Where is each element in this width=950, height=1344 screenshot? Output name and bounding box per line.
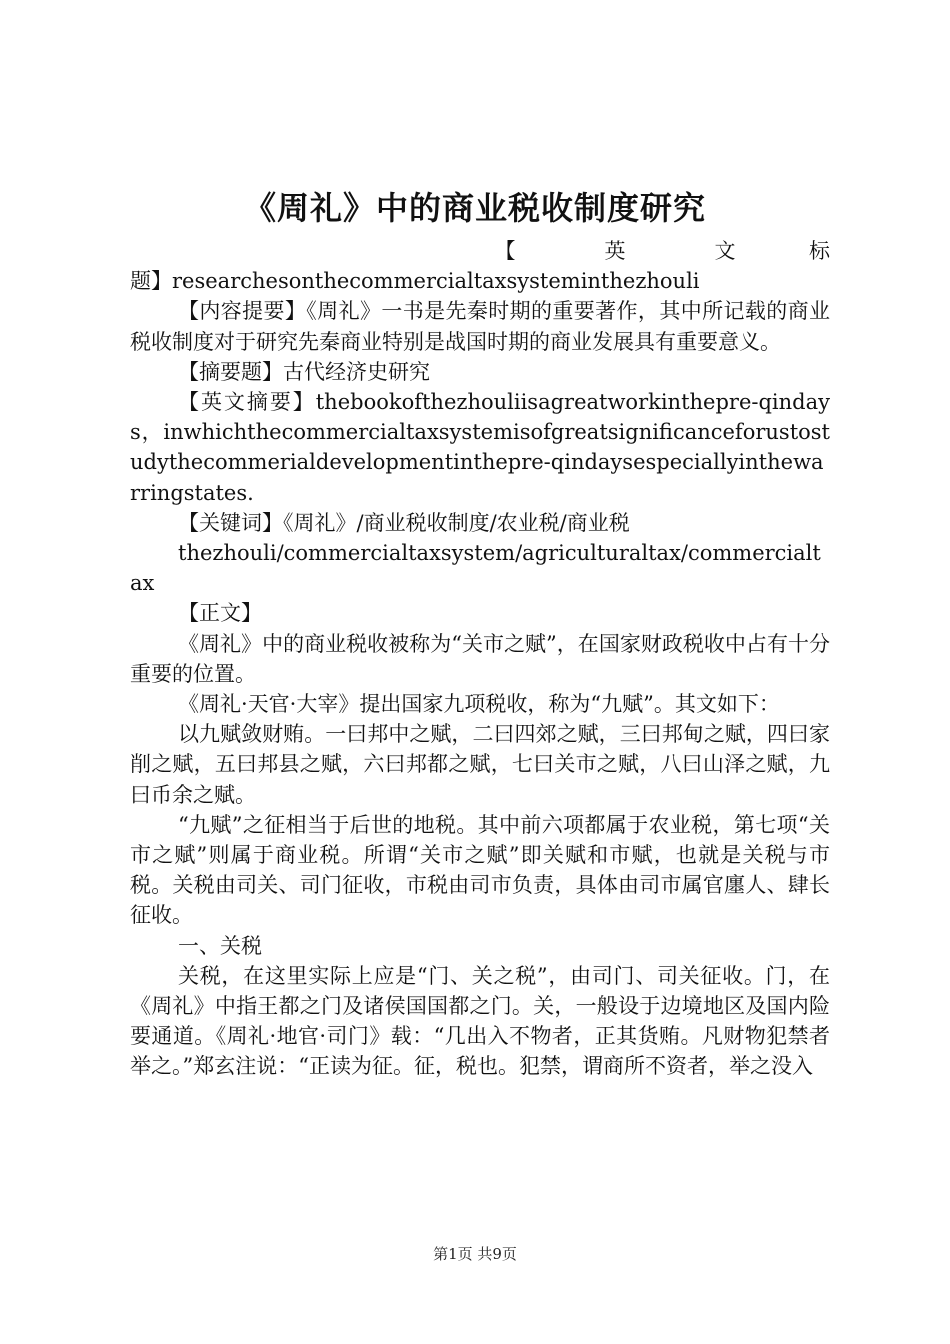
paragraph-body: 《周礼》中的商业税收被称为“关市之赋”，在国家财政税收中占有十分重要的位置。 — [130, 631, 830, 686]
paragraph-english-abstract: 【英文摘要】thebookofthezhouliisagreatworkinthepre-qindays，inwhichthecommercialtaxsystemisofgreatsignificanceforustostudythecommerialdevelopmentinthepre-qindaysespeciallyinthewarringstates. — [130, 390, 830, 505]
english-title-label-char: 文 — [714, 239, 736, 263]
english-title-value: researchesonthecommercialtaxsysteminthezhouli — [172, 269, 700, 294]
paragraph-body: 《周礼·天官·大宰》提出国家九项税收，称为“九赋”。其文如下： — [178, 692, 780, 717]
paragraph-body: “九赋”之征相当于后世的地税。其中前六项都属于农业税，第七项“关市之赋”则属于商业税。所谓“关市之赋”即关赋和市赋，也就是关税与市税。关税由司关、司门征收，市税由司市负责，具体由司市属官廛人、肆长征收。 — [130, 812, 830, 928]
paragraph-quote: 以九赋敛财贿。一曰邦中之赋，二曰四郊之赋，三曰邦甸之赋，四曰家削之赋，五曰邦县之赋，六曰邦都之赋，七曰关市之赋，八曰山泽之赋，九曰币余之赋。 — [130, 722, 830, 807]
paragraph-subject: 【摘要题】古代经济史研究 — [178, 359, 430, 384]
paragraph-main-heading: 【正文】 — [178, 601, 262, 626]
document-body — [130, 236, 830, 1082]
english-title-label-char: 【 — [494, 239, 516, 263]
english-title-label-char: 标 — [809, 239, 830, 263]
english-title-label-char: 英 — [604, 239, 626, 263]
english-title-label-line — [130, 236, 830, 266]
english-title-label-end: 题】 — [130, 269, 172, 294]
english-title — [130, 266, 830, 296]
document-title: 《周礼》中的商业税收制度研究 — [243, 189, 706, 227]
paragraph-abstract: 【内容提要】《周礼》一书是先秦时期的重要著作，其中所记载的商业税收制度对于研究先秦商业特别是战国时期的商业发展具有重要意义。 — [130, 299, 830, 354]
paragraph-keywords: 【关键词】《周礼》/商业税收制度/农业税/商业税 — [178, 510, 630, 535]
page-footer: 第1页 共9页 — [433, 1245, 517, 1263]
paragraph-keywords-en: thezhouli/commercialtaxsystem/agriculturaltax/commercialtax — [130, 541, 821, 596]
section-heading: 一、关税 — [178, 933, 262, 958]
paragraph-body: 关税，在这里实际上应是“门、关之税”，由司门、司关征收。门，在《周礼》中指王都之门及诸侯国国都之门。关，一般设于边境地区及国内险要通道。《周礼·地官·司门》载：“几出入不物者，正其货贿。凡财物犯禁者举之。”郑玄注说：“正读为征。征，税也。犯禁，谓商所不资者，举之没入 — [130, 963, 830, 1079]
